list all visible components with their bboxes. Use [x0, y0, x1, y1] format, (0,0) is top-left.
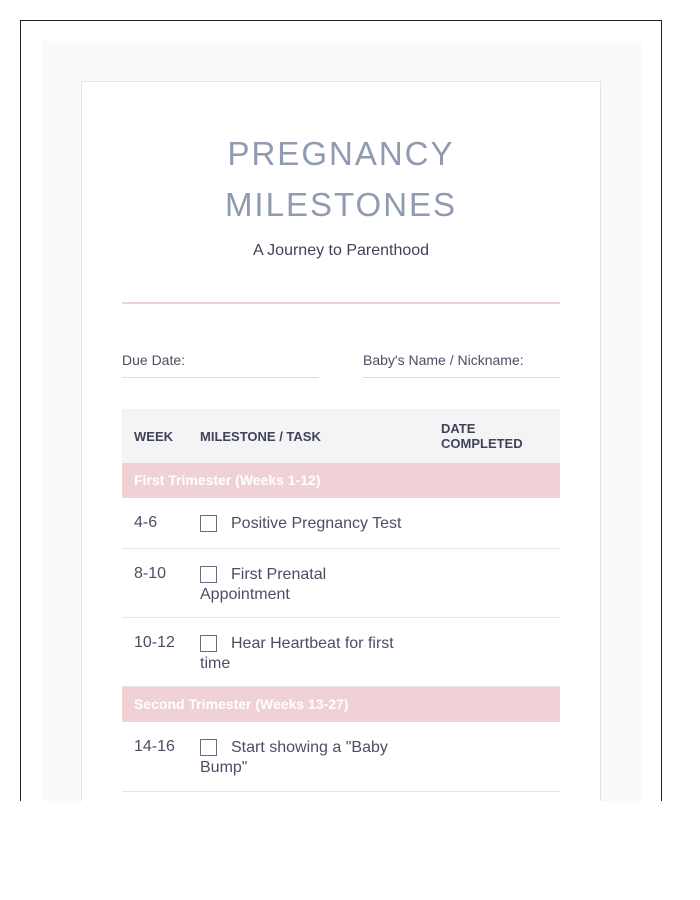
table-header: [122, 409, 560, 463]
page-title: [82, 128, 600, 230]
header-date-line-2: COMPLETED: [441, 436, 523, 451]
row-task-label: Hear Heartbeat for first time: [200, 635, 394, 672]
row-task: [200, 514, 415, 534]
table-row: [122, 549, 560, 618]
due-date-label: Due Date:: [122, 352, 186, 368]
row-task-label: Start showing a "Baby Bump": [200, 739, 388, 776]
header-week: WEEK: [134, 429, 173, 444]
baby-name-field[interactable]: [363, 377, 560, 378]
header-divider: [122, 302, 560, 304]
header-date-line-1: DATE: [441, 421, 476, 436]
row-week: 10-12: [134, 634, 175, 651]
milestone-checkbox[interactable]: [200, 515, 217, 532]
row-week: 4-6: [134, 514, 158, 531]
page-background: [41, 41, 641, 801]
header-date-completed: [441, 421, 551, 451]
row-task: [200, 738, 405, 778]
baby-name-label: Baby's Name / Nickname:: [363, 352, 524, 368]
row-task: [200, 565, 350, 605]
table-row: [122, 722, 560, 792]
milestone-checkbox[interactable]: [200, 635, 217, 652]
page-subtitle: A Journey to Parenthood: [252, 242, 430, 259]
section-first-trimester: First Trimester (Weeks 1-12): [122, 463, 560, 498]
title-line-1: PREGNANCY: [227, 135, 455, 172]
milestone-checkbox[interactable]: [200, 566, 217, 583]
section-second-trimester: Second Trimester (Weeks 13-27): [122, 687, 560, 722]
milestone-sheet: [81, 81, 601, 801]
row-task-label: First Prenatal Appointment: [200, 566, 327, 603]
document-frame: [20, 20, 662, 801]
due-date-field[interactable]: [122, 377, 319, 378]
header-milestone: MILESTONE / TASK: [200, 429, 321, 444]
row-week: 8-10: [134, 565, 167, 582]
row-week: 14-16: [134, 738, 175, 755]
table-row: [122, 618, 560, 687]
title-line-2: MILESTONES: [224, 186, 458, 223]
table-row: [122, 498, 560, 549]
row-task-label: Positive Pregnancy Test: [231, 515, 402, 532]
milestone-table: [122, 409, 560, 792]
milestone-checkbox[interactable]: [200, 739, 217, 756]
row-task: [200, 634, 405, 674]
